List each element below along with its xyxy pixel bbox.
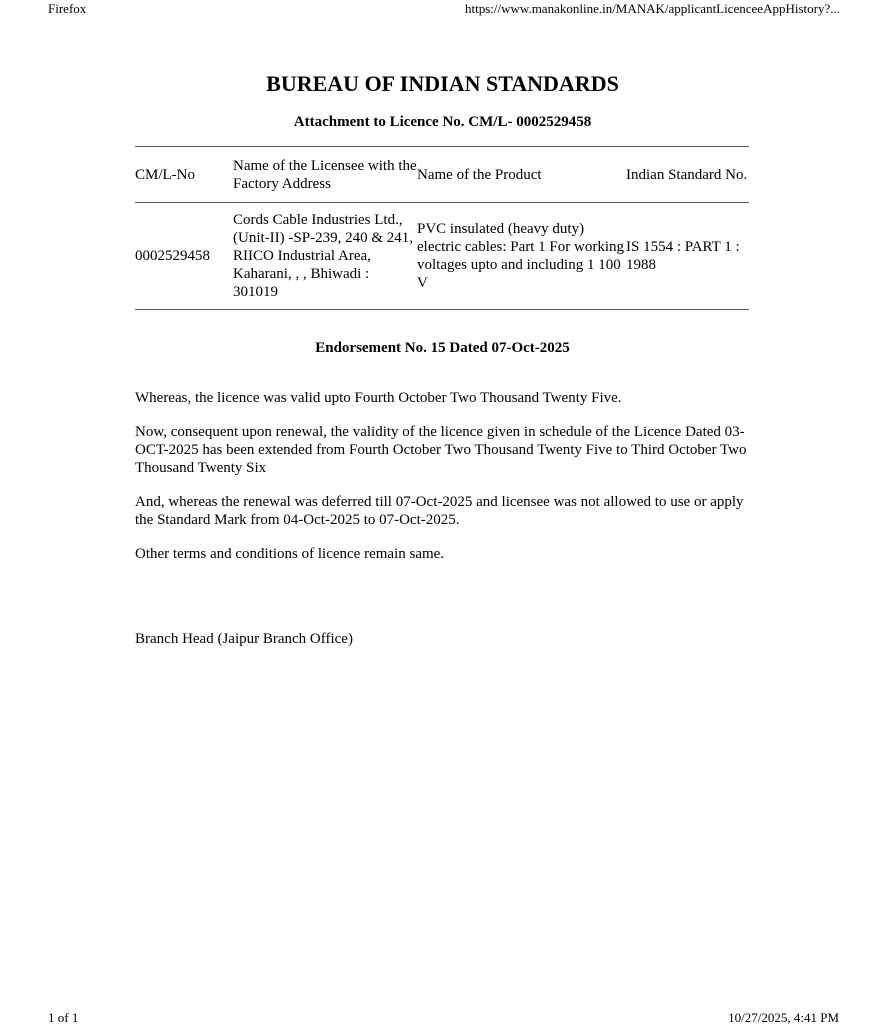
cell-indian-standard: IS 1554 : PART 1 : 1988 [626,239,740,273]
cell-cml-no: 0002529458 [135,248,210,264]
cell-product-name: PVC insulated (heavy duty) electric cables: Part 1 For working voltages upto and including 1 100 V [417,221,625,291]
licence-table [135,146,749,310]
paragraph-deferral: And, whereas the renewal was deferred till 07-Oct-2025 and licensee was not allowed to use or apply the Standard Mark from 04-Oct-2025 to 07-Oct-2025. [135,494,744,528]
paragraph-validity: Whereas, the licence was valid upto Fourth October Two Thousand Twenty Five. [135,390,622,406]
table-row [135,203,749,310]
header-indian-standard: Indian Standard No. [626,166,748,183]
header-product-name: Name of the Product [417,166,542,183]
print-footer-page-count: 1 of 1 [48,1010,79,1025]
header-licensee-address: Name of the Licensee with the Factory Address [233,157,417,192]
print-footer-timestamp: 10/27/2025, 4:41 PM [728,1010,839,1025]
print-header-app-name: Firefox [48,1,87,16]
header-cml-no: CM/L-No [135,166,195,183]
endorsement-heading: Endorsement No. 15 Dated 07-Oct-2025 [315,340,570,356]
print-header-url: https://www.manakonline.in/MANAK/applicantLicenceeAppHistory?... [465,1,840,16]
cell-licensee-address: Cords Cable Industries Ltd., (Unit-II) -SP-239, 240 & 241, RIICO Industrial Area, Kaharani, , , Bhiwadi : 301019 [233,212,413,300]
table-header-row [135,147,749,203]
paragraph-renewal: Now, consequent upon renewal, the validity of the licence given in schedule of the Licence Dated 03-OCT-2025 has been extended from Fourth October Two Thousand Twenty Five to Third October Two Thousand Twenty Six [135,424,747,476]
paragraph-other-terms: Other terms and conditions of licence remain same. [135,546,445,562]
document-subtitle: Attachment to Licence No. CM/L- 0002529458 [293,114,592,130]
document-title: BUREAU OF INDIAN STANDARDS [266,71,619,96]
signature-line: Branch Head (Jaipur Branch Office) [135,631,353,647]
